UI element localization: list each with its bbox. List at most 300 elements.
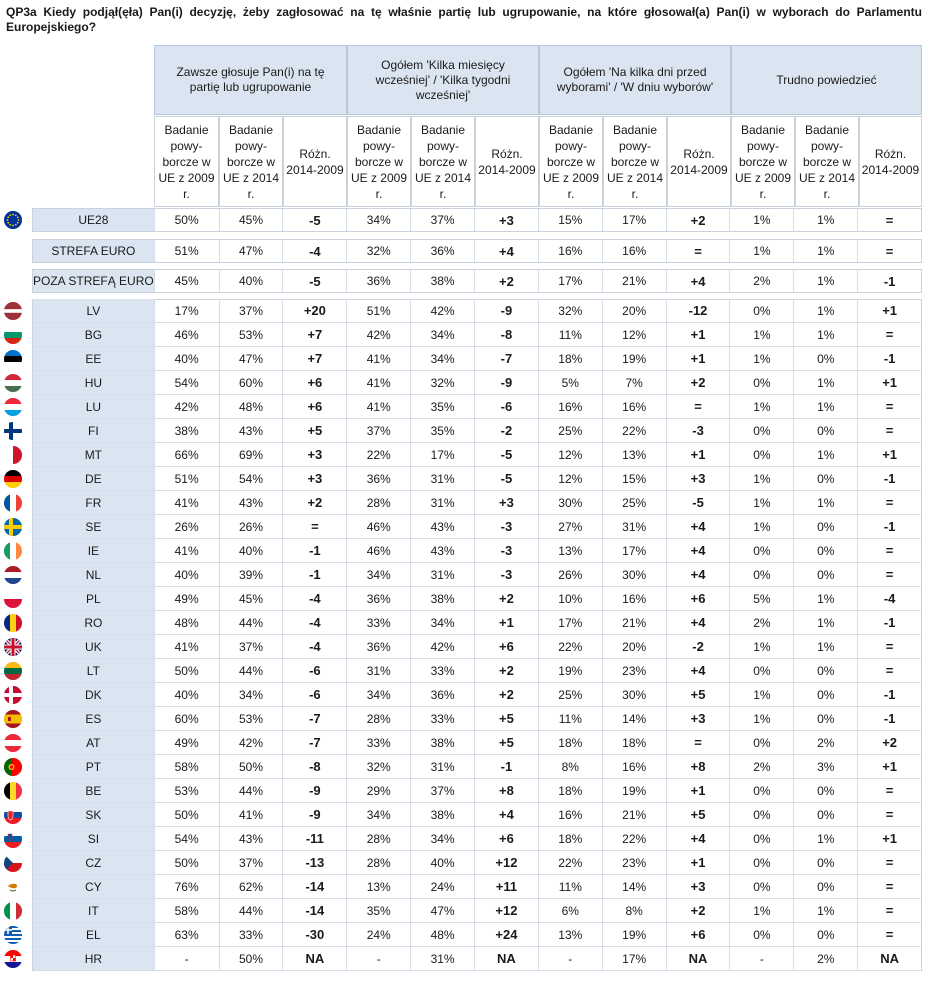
difference-cell: -7 [475, 347, 539, 370]
difference-cell: +1 [882, 759, 898, 774]
percent-cell: 34% [220, 683, 284, 706]
percent-cell: 18% [539, 779, 603, 802]
difference-cell: +5 [667, 683, 731, 706]
percent-cell: 53% [220, 323, 284, 346]
percent-cell: 28% [347, 491, 411, 514]
percent-cell: 40% [155, 683, 220, 706]
percent-cell: 60% [155, 707, 220, 730]
row-label: IE [33, 539, 155, 562]
percent-cell: 1% [794, 270, 858, 292]
difference-cell: = [885, 855, 894, 870]
percent-cell: 21% [603, 270, 667, 292]
percent-cell: 12% [539, 443, 603, 466]
sk-flag-icon [4, 806, 22, 824]
table-row [32, 208, 922, 232]
percent-cell: 3% [794, 755, 858, 778]
difference-cell: -12 [667, 299, 731, 322]
percent-cell: 60% [220, 371, 284, 394]
percent-cell: 26% [155, 515, 220, 538]
difference-cell: +2 [882, 735, 898, 750]
difference-cell: -2 [475, 419, 539, 442]
difference-cell: +6 [475, 827, 539, 850]
percent-cell: 1% [794, 899, 858, 922]
difference-cell: = [885, 663, 894, 678]
el-flag-icon [4, 926, 22, 944]
difference-cell: +12 [475, 851, 539, 874]
difference-cell: +2 [667, 899, 731, 922]
percent-cell: 31% [411, 755, 475, 778]
percent-cell: 0% [730, 659, 794, 682]
percent-cell: 34% [347, 803, 411, 826]
table-row [32, 371, 922, 395]
difference-cell: -9 [475, 299, 539, 322]
percent-cell: 46% [155, 323, 220, 346]
difference-cell: +2 [475, 683, 539, 706]
percent-cell: 17% [603, 539, 667, 562]
percent-cell: 20% [603, 635, 667, 658]
table-row [32, 323, 922, 347]
percent-cell: 36% [347, 467, 411, 490]
uk-flag-icon [4, 638, 22, 656]
percent-cell: 51% [155, 467, 220, 490]
row-label: LT [33, 659, 155, 682]
percent-cell: 49% [155, 587, 220, 610]
percent-cell: 41% [220, 803, 284, 826]
percent-cell: 7% [603, 371, 667, 394]
percent-cell: 37% [220, 851, 284, 874]
survey-2009-header: Badanie powy-borcze w UE z 2009 r. [347, 116, 411, 207]
percent-cell: 25% [539, 419, 603, 442]
percent-cell: 19% [603, 347, 667, 370]
percent-cell: 42% [411, 635, 475, 658]
percent-cell: 0% [794, 515, 858, 538]
percent-cell: 0% [730, 371, 794, 394]
percent-cell: 0% [794, 683, 858, 706]
percent-cell: 1% [794, 209, 858, 231]
percent-cell: 37% [411, 779, 475, 802]
row-label: EL [33, 923, 155, 946]
table-row [32, 659, 922, 683]
difference-cell: +4 [667, 611, 731, 634]
percent-cell: 16% [603, 395, 667, 418]
difference-cell: -8 [283, 755, 347, 778]
percent-cell: 58% [155, 899, 220, 922]
percent-cell: 36% [411, 240, 475, 262]
percent-cell: 0% [730, 443, 794, 466]
percent-cell: 32% [539, 299, 603, 322]
percent-cell: 31% [411, 491, 475, 514]
percent-cell: 35% [347, 899, 411, 922]
row-label: POZA STREFĄ EURO [33, 270, 155, 292]
percent-cell: 48% [220, 395, 284, 418]
difference-cell: -6 [475, 395, 539, 418]
percent-cell: 50% [220, 947, 284, 970]
percent-cell: 1% [730, 491, 794, 514]
percent-cell: 31% [411, 563, 475, 586]
difference-cell: -9 [283, 803, 347, 826]
difference-cell: +5 [667, 803, 731, 826]
percent-cell: 23% [603, 851, 667, 874]
percent-cell: 34% [347, 563, 411, 586]
percent-cell: 31% [603, 515, 667, 538]
percent-cell: 11% [539, 875, 603, 898]
difference-cell: +7 [283, 323, 347, 346]
percent-cell: 23% [603, 659, 667, 682]
percent-cell: 1% [730, 635, 794, 658]
percent-cell: 44% [220, 611, 284, 634]
fi-flag-icon [4, 422, 22, 440]
difference-cell: -1 [883, 471, 896, 486]
difference-cell: +6 [667, 587, 731, 610]
lt-flag-icon [4, 662, 22, 680]
row-label: DK [33, 683, 155, 706]
si-flag-icon [4, 830, 22, 848]
percent-cell: 0% [794, 467, 858, 490]
difference-cell: -3 [475, 563, 539, 586]
group-header-3: Ogółem 'Na kilka dni przed wyborami' / 'W dniu wyborów' [539, 45, 731, 115]
difference-cell: -5 [475, 467, 539, 490]
difference-cell: +2 [667, 209, 731, 231]
difference-cell: +6 [283, 395, 347, 418]
percent-cell: 43% [220, 491, 284, 514]
percent-cell: 12% [603, 323, 667, 346]
difference-cell: -7 [283, 707, 347, 730]
bg-flag-icon [4, 326, 22, 344]
percent-cell: 0% [730, 299, 794, 322]
percent-cell: 40% [155, 347, 220, 370]
table-row [32, 635, 922, 659]
row-label: CZ [33, 851, 155, 874]
table-row [32, 299, 922, 323]
percent-cell: 13% [603, 443, 667, 466]
percent-cell: 46% [347, 515, 411, 538]
difference-cell: -30 [283, 923, 347, 946]
percent-cell: 66% [155, 443, 220, 466]
difference-cell: = [885, 807, 894, 822]
percent-cell: 17% [603, 209, 667, 231]
table-row [32, 467, 922, 491]
difference-cell: +1 [882, 303, 898, 318]
table-row [32, 269, 922, 293]
difference-cell: +2 [667, 371, 731, 394]
table-row [32, 827, 922, 851]
table-row [32, 611, 922, 635]
percent-cell: 29% [347, 779, 411, 802]
percent-cell: 13% [539, 539, 603, 562]
it-flag-icon [4, 902, 22, 920]
percent-cell: 36% [411, 683, 475, 706]
row-label: UK [33, 635, 155, 658]
row-label: BE [33, 779, 155, 802]
row-label: SI [33, 827, 155, 850]
percent-cell: 36% [347, 635, 411, 658]
difference-cell: +3 [667, 467, 731, 490]
difference-cell: -4 [883, 591, 896, 606]
difference-cell: +4 [667, 563, 731, 586]
difference-cell: +4 [667, 659, 731, 682]
difference-cell: -9 [475, 371, 539, 394]
row-label: HU [33, 371, 155, 394]
percent-cell: 35% [411, 419, 475, 442]
percent-cell: 8% [603, 899, 667, 922]
percent-cell: 1% [730, 347, 794, 370]
survey-2009-header: Badanie powy-borcze w UE z 2009 r. [731, 116, 795, 207]
percent-cell: 53% [155, 779, 220, 802]
difference-cell: -5 [667, 491, 731, 514]
row-label: CY [33, 875, 155, 898]
percent-cell: 38% [411, 731, 475, 754]
table-row [32, 779, 922, 803]
difference-cell: -5 [283, 270, 347, 292]
difference-cell: +4 [667, 515, 731, 538]
difference-cell: = [885, 495, 894, 510]
percent-cell: 40% [220, 270, 284, 292]
row-label: NL [33, 563, 155, 586]
percent-cell: 16% [539, 240, 603, 262]
table-row [32, 803, 922, 827]
percent-cell: 47% [411, 899, 475, 922]
percent-cell: 0% [794, 707, 858, 730]
difference-cell: +1 [882, 831, 898, 846]
percent-cell: 76% [155, 875, 220, 898]
percent-cell: 0% [794, 803, 858, 826]
percent-cell: 1% [730, 899, 794, 922]
percent-cell: 2% [794, 947, 858, 970]
survey-2014-header: Badanie powy-borcze w UE z 2014 r. [603, 116, 667, 207]
percent-cell: 0% [730, 875, 794, 898]
percent-cell: 41% [347, 395, 411, 418]
table-row [32, 587, 922, 611]
difference-cell: +5 [475, 707, 539, 730]
table-row [32, 395, 922, 419]
percent-cell: 34% [347, 209, 411, 231]
table-row [32, 563, 922, 587]
row-label: SE [33, 515, 155, 538]
percent-cell: 42% [155, 395, 220, 418]
percent-cell: 48% [411, 923, 475, 946]
difference-cell: +7 [283, 347, 347, 370]
percent-cell: 16% [603, 240, 667, 262]
percent-cell: 33% [411, 659, 475, 682]
difference-cell: -1 [883, 351, 896, 366]
percent-cell: 26% [220, 515, 284, 538]
percent-cell: 1% [794, 827, 858, 850]
difference-cell: +1 [882, 447, 898, 462]
percent-cell: 18% [603, 731, 667, 754]
table-row [32, 539, 922, 563]
percent-cell: 34% [411, 347, 475, 370]
percent-cell: 0% [730, 923, 794, 946]
survey-2009-header: Badanie powy-borcze w UE z 2009 r. [154, 116, 219, 207]
percent-cell: 42% [220, 731, 284, 754]
percent-cell: 50% [155, 803, 220, 826]
percent-cell: 22% [539, 851, 603, 874]
fr-flag-icon [4, 494, 22, 512]
difference-cell: -11 [283, 827, 347, 850]
difference-cell: +2 [475, 659, 539, 682]
table-row [32, 947, 922, 971]
difference-cell: = [667, 395, 731, 418]
percent-cell: 24% [411, 875, 475, 898]
group-header-2: Ogółem 'Kilka miesięcy wcześniej' / 'Kilka tygodni wcześniej' [347, 45, 539, 115]
percent-cell: 42% [411, 299, 475, 322]
percent-cell: 50% [220, 755, 284, 778]
row-label: FR [33, 491, 155, 514]
at-flag-icon [4, 734, 22, 752]
difference-cell: +2 [475, 587, 539, 610]
percent-cell: 41% [347, 347, 411, 370]
dk-flag-icon [4, 686, 22, 704]
percent-cell: 32% [347, 755, 411, 778]
difference-cell: +5 [283, 419, 347, 442]
difference-cell: +2 [283, 491, 347, 514]
percent-cell: 1% [730, 707, 794, 730]
percent-cell: - [539, 947, 603, 970]
difference-cell: +4 [475, 803, 539, 826]
question-text: QP3a Kiedy podjął(ęła) Pan(i) decyzję, żeby zagłosować na tę właśnie partię lub ugrupowanie, na które głosował(a) Pan(i) w wyborach do Parlamentu Europejskiego? [6, 5, 922, 34]
percent-cell: 50% [155, 659, 220, 682]
se-flag-icon [4, 518, 22, 536]
percent-cell: - [347, 947, 411, 970]
row-label: LU [33, 395, 155, 418]
difference-cell: = [885, 327, 894, 342]
percent-cell: 34% [411, 323, 475, 346]
difference-cell: -4 [283, 611, 347, 634]
percent-cell: 19% [539, 659, 603, 682]
difference-cell: -5 [283, 209, 347, 231]
difference-cell: -1 [283, 563, 347, 586]
percent-cell: 10% [539, 587, 603, 610]
difference-cell: NA [880, 951, 899, 966]
difference-cell: +1 [667, 347, 731, 370]
difference-header: Różn. 2014-2009 [859, 116, 922, 207]
percent-cell: 35% [411, 395, 475, 418]
percent-cell: 54% [155, 371, 220, 394]
percent-cell: 17% [603, 947, 667, 970]
table-row [32, 419, 922, 443]
row-label: DE [33, 467, 155, 490]
percent-cell: 43% [411, 539, 475, 562]
difference-cell: = [885, 423, 894, 438]
percent-cell: 19% [603, 923, 667, 946]
hr-flag-icon [4, 950, 22, 968]
de-flag-icon [4, 470, 22, 488]
percent-cell: 0% [794, 563, 858, 586]
eu-flag-icon [4, 211, 22, 229]
percent-cell: 1% [794, 395, 858, 418]
percent-cell: 1% [794, 587, 858, 610]
percent-cell: 1% [794, 371, 858, 394]
difference-cell: NA [283, 947, 347, 970]
percent-cell: 16% [603, 755, 667, 778]
difference-cell: = [885, 879, 894, 894]
percent-cell: 5% [730, 587, 794, 610]
difference-cell: -1 [883, 273, 896, 289]
difference-cell: -4 [283, 240, 347, 262]
percent-cell: 39% [220, 563, 284, 586]
percent-cell: 0% [794, 419, 858, 442]
percent-cell: 13% [347, 875, 411, 898]
difference-cell: -6 [283, 683, 347, 706]
difference-cell: +1 [667, 779, 731, 802]
difference-cell: +5 [475, 731, 539, 754]
percent-cell: 2% [730, 270, 794, 292]
survey-2009-header: Badanie powy-borcze w UE z 2009 r. [539, 116, 603, 207]
difference-header: Różn. 2014-2009 [667, 116, 731, 207]
row-label: ES [33, 707, 155, 730]
percent-cell: 1% [730, 209, 794, 231]
percent-cell: 54% [155, 827, 220, 850]
percent-cell: 0% [730, 851, 794, 874]
percent-cell: 43% [220, 827, 284, 850]
hu-flag-icon [4, 374, 22, 392]
row-label: BG [33, 323, 155, 346]
es-flag-icon [4, 710, 22, 728]
percent-cell: 14% [603, 875, 667, 898]
percent-cell: 25% [539, 683, 603, 706]
percent-cell: 28% [347, 851, 411, 874]
percent-cell: 16% [603, 587, 667, 610]
row-label: SK [33, 803, 155, 826]
difference-cell: +3 [283, 443, 347, 466]
row-label: LV [33, 299, 155, 322]
percent-cell: 40% [155, 563, 220, 586]
percent-cell: 25% [603, 491, 667, 514]
percent-cell: 34% [411, 827, 475, 850]
difference-cell: +3 [283, 467, 347, 490]
difference-cell: +4 [667, 827, 731, 850]
percent-cell: 0% [730, 731, 794, 754]
percent-cell: 36% [347, 587, 411, 610]
difference-cell: = [885, 903, 894, 918]
nl-flag-icon [4, 566, 22, 584]
percent-cell: 1% [794, 491, 858, 514]
percent-cell: 24% [347, 923, 411, 946]
percent-cell: 0% [794, 539, 858, 562]
percent-cell: - [730, 947, 794, 970]
percent-cell: 38% [155, 419, 220, 442]
percent-cell: 54% [220, 467, 284, 490]
table-row [32, 755, 922, 779]
percent-cell: 28% [347, 707, 411, 730]
percent-cell: 0% [794, 659, 858, 682]
difference-cell: +1 [667, 323, 731, 346]
percent-cell: - [155, 947, 220, 970]
percent-cell: 21% [603, 803, 667, 826]
difference-cell: -13 [283, 851, 347, 874]
percent-cell: 33% [347, 611, 411, 634]
percent-cell: 50% [155, 851, 220, 874]
table-row [32, 731, 922, 755]
percent-cell: 17% [155, 299, 220, 322]
percent-cell: 30% [539, 491, 603, 514]
percent-cell: 2% [730, 755, 794, 778]
difference-cell: +6 [283, 371, 347, 394]
difference-cell: +20 [283, 299, 347, 322]
group-header-4: Trudno powiedzieć [731, 45, 922, 115]
row-label: AT [33, 731, 155, 754]
percent-cell: 14% [603, 707, 667, 730]
difference-cell: +6 [667, 923, 731, 946]
difference-cell: +4 [475, 240, 539, 262]
difference-cell: +8 [475, 779, 539, 802]
percent-cell: 31% [347, 659, 411, 682]
percent-cell: 5% [539, 371, 603, 394]
percent-cell: 12% [539, 467, 603, 490]
difference-cell: +3 [667, 707, 731, 730]
difference-cell: = [885, 212, 894, 228]
percent-cell: 38% [411, 270, 475, 292]
